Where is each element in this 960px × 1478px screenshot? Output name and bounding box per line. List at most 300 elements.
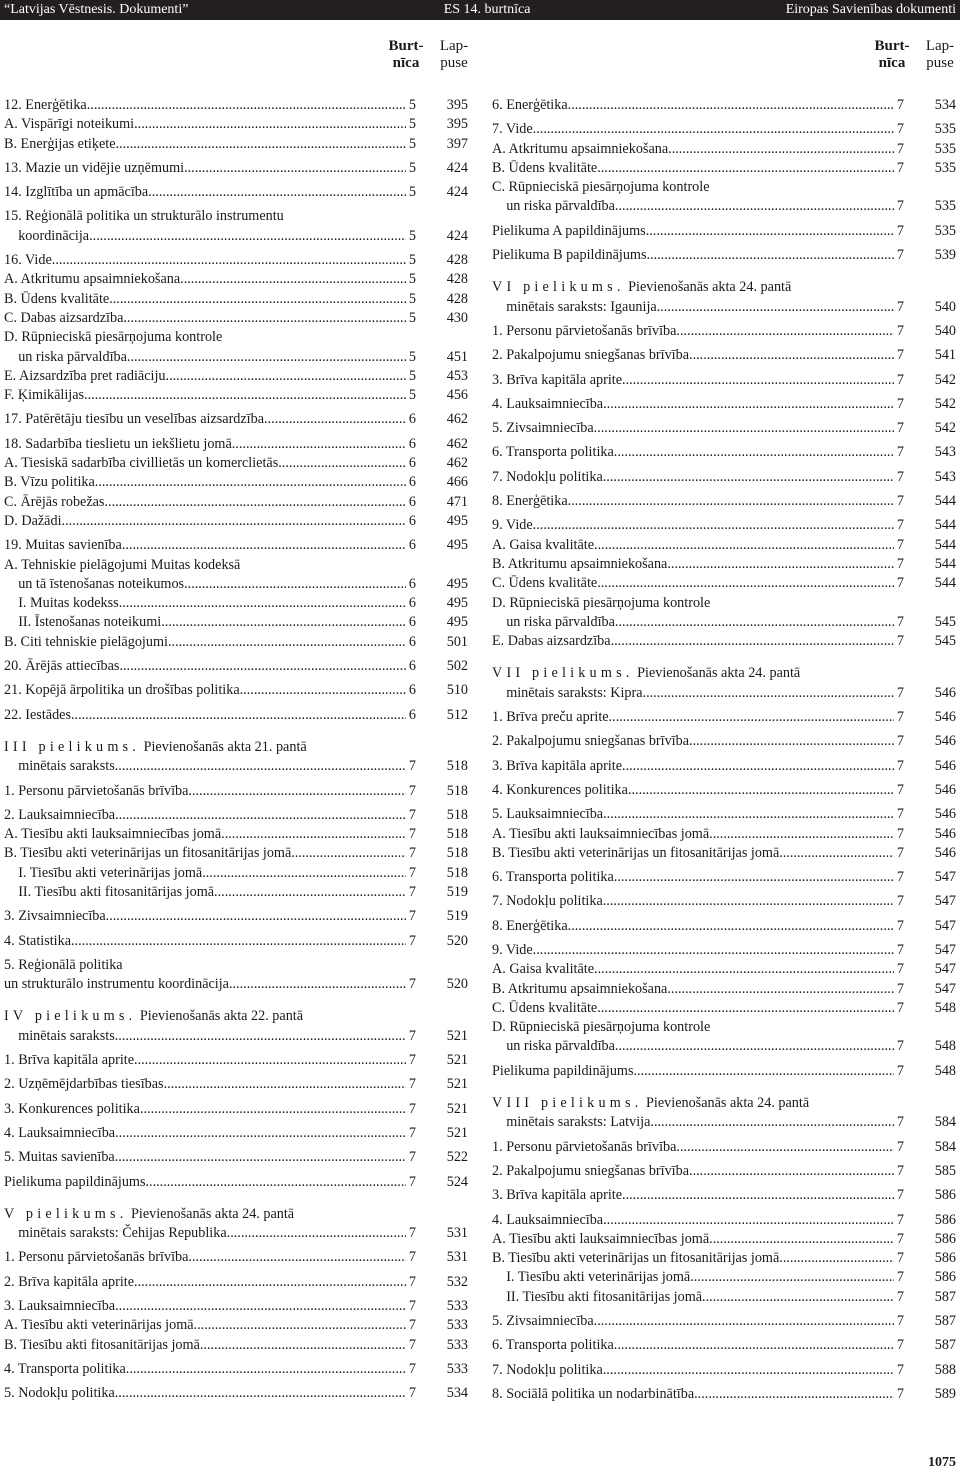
toc-entry — [492, 732, 960, 751]
toc-entry-page: 584 — [934, 1114, 956, 1131]
toc-entry-page: 544 — [934, 517, 956, 534]
toc-entry-page: 453 — [446, 367, 468, 384]
dot-leader — [227, 1224, 406, 1243]
toc-entry-burtnica: 7 — [896, 222, 904, 239]
toc-entry-label — [4, 536, 406, 555]
dot-leader — [87, 96, 406, 115]
toc-entry-title: un tā īstenošanas noteikumos — [4, 575, 185, 592]
toc-entry — [4, 96, 472, 115]
dot-leader — [614, 443, 894, 462]
toc-entry-burtnica: 5 — [408, 271, 416, 288]
toc-entry-page: 586 — [934, 1211, 956, 1228]
toc-entry-page: 495 — [446, 614, 468, 631]
toc-entry-label — [492, 732, 894, 751]
toc-entry-label — [492, 980, 894, 999]
toc-entry-label — [4, 782, 406, 801]
toc-entry-label — [492, 1336, 894, 1355]
toc-entry-label — [4, 956, 406, 975]
dot-leader — [291, 844, 406, 863]
toc-entry-title: VII pielikums. — [492, 665, 634, 682]
dot-leader — [603, 395, 894, 414]
toc-entry-label — [4, 290, 406, 309]
dot-leader — [597, 999, 894, 1018]
dot-leader — [657, 298, 894, 317]
toc-entry-label — [4, 907, 406, 926]
toc-entry-title-rest: Pievienošanās akta 24. pantā — [633, 665, 801, 682]
toc-entry — [4, 956, 472, 975]
toc-entry — [492, 1211, 960, 1230]
toc-entry-title: un riska pārvaldība — [492, 1038, 615, 1055]
dot-leader — [184, 575, 406, 594]
toc-entry-page: 462 — [446, 411, 468, 428]
toc-entry-label — [492, 492, 894, 511]
toc-entry-title: A. Vispārīgi noteikumi — [4, 116, 135, 133]
toc-entry-burtnica: 7 — [896, 869, 904, 886]
dot-leader — [95, 473, 406, 492]
dot-leader — [628, 781, 894, 800]
toc-entry-label — [492, 1186, 894, 1205]
dot-leader — [232, 435, 406, 454]
toc-entry — [492, 825, 960, 844]
toc-entry-title: B. Tiesību akti fitosanitārijas jomā — [4, 1336, 200, 1353]
toc-entry — [4, 135, 472, 154]
toc-entry-title: A. Gaisa kvalitāte — [492, 961, 595, 978]
toc-entry-page: 540 — [934, 298, 956, 315]
toc-entry-title: 18. Sadarbība tieslietu un iekšlietu jomā — [4, 435, 232, 452]
toc-entry-page: 547 — [934, 961, 956, 978]
toc-entry-label — [492, 1211, 894, 1230]
toc-entry-burtnica: 7 — [408, 1027, 416, 1044]
toc-entry-label — [4, 512, 406, 531]
dot-leader — [689, 732, 894, 751]
toc-entry-label — [492, 443, 894, 462]
toc-entry-burtnica: 7 — [408, 1249, 416, 1266]
toc-entry-page: 546 — [934, 825, 956, 842]
toc-entry-page: 548 — [934, 1062, 956, 1079]
dot-leader — [126, 1360, 406, 1379]
toc-entry-page: 546 — [934, 806, 956, 823]
toc-entry — [4, 633, 472, 652]
dot-leader — [533, 941, 894, 960]
toc-entry-page: 544 — [934, 555, 956, 572]
toc-entry — [492, 917, 960, 936]
toc-entry-title: I. Muitas kodekss — [4, 595, 119, 612]
dot-leader — [650, 1113, 894, 1132]
toc-entry-label — [492, 1138, 894, 1157]
toc-entry-title: 2. Pakalpojumu sniegšanas brīvība — [492, 733, 690, 750]
toc-entry-title: koordinācija — [4, 227, 90, 244]
toc-entry-title: 15. Reģionālā politika un strukturālo instrumentu — [4, 208, 284, 225]
toc-entry-title: 4. Konkurences politika — [492, 781, 628, 798]
toc-entry-title: 3. Lauksaimniecība — [4, 1298, 116, 1315]
toc-entry-burtnica: 6 — [408, 474, 416, 491]
toc-entry — [4, 1027, 472, 1046]
dot-leader — [264, 410, 406, 429]
toc-entry — [492, 708, 960, 727]
toc-entry-page: 547 — [934, 869, 956, 886]
toc-entry-label — [492, 844, 894, 863]
toc-entry-burtnica: 7 — [896, 941, 904, 958]
burtnica-header-right — [872, 38, 912, 72]
toc-entry-title: A. Tehniskie pielāgojumi Muitas kodeksā — [4, 556, 241, 573]
toc-entry — [492, 781, 960, 800]
toc-entry-burtnica: 7 — [896, 893, 904, 910]
toc-entry-label — [492, 96, 894, 115]
toc-entry-title: minētais saraksts — [4, 1027, 115, 1044]
toc-entry-title: 7. Vide — [492, 121, 533, 138]
lapuse-label-a: Lap- — [439, 38, 469, 54]
toc-entry-burtnica: 7 — [896, 1162, 904, 1179]
toc-entry-page: 589 — [934, 1385, 956, 1402]
toc-entry-title: 4. Lauksaimniecība — [4, 1124, 116, 1141]
toc-entry-title: B. Vīzu politika — [4, 474, 95, 491]
toc-entry-page: 534 — [934, 97, 956, 113]
toc-entry-title: B. Enerģijas etiķete — [4, 135, 116, 152]
toc-entry-title: 20. Ārējās attiecības — [4, 658, 120, 675]
dot-leader — [667, 980, 894, 999]
toc-entry — [492, 1361, 960, 1380]
toc-entry-burtnica: 5 — [408, 367, 416, 384]
toc-entry-label — [492, 516, 894, 535]
toc-entry — [4, 1360, 472, 1379]
toc-entry — [4, 556, 472, 575]
toc-entry — [4, 386, 472, 405]
toc-entry — [4, 1100, 472, 1119]
toc-entry-label — [492, 371, 894, 390]
toc-entry-label — [492, 419, 894, 438]
dot-leader — [615, 1037, 894, 1056]
toc-entry-page: 588 — [934, 1361, 956, 1378]
toc-entry-title: 7. Nodokļu politika — [492, 1361, 603, 1378]
toc-entry-burtnica: 7 — [896, 298, 904, 315]
toc-entry — [492, 1062, 960, 1081]
toc-entry-burtnica: 7 — [896, 1211, 904, 1228]
toc-entry-label — [4, 183, 406, 202]
dot-leader — [609, 708, 894, 727]
toc-entry-burtnica: 7 — [896, 781, 904, 798]
toc-entry-title: E. Aizsardzība pret radiāciju — [4, 367, 166, 384]
dot-leader — [611, 632, 894, 651]
toc-entry — [492, 892, 960, 911]
toc-entry-page: 520 — [446, 932, 468, 949]
toc-entry-label — [492, 805, 894, 824]
toc-entry-label — [492, 999, 894, 1018]
toc-entry-page: 518 — [446, 845, 468, 862]
toc-entry-burtnica: 6 — [408, 614, 416, 631]
toc-entry-label — [4, 96, 406, 115]
toc-entry-page: 586 — [934, 1269, 956, 1286]
toc-entry-burtnica: 7 — [896, 575, 904, 592]
toc-entry — [4, 367, 472, 386]
dot-leader — [122, 536, 406, 555]
dot-leader — [62, 512, 406, 531]
toc-entry-label — [4, 556, 406, 575]
toc-entry-label — [4, 386, 406, 405]
toc-entry — [492, 1288, 960, 1307]
toc-entry-burtnica: 5 — [408, 348, 416, 365]
toc-entry-burtnica: 5 — [408, 309, 416, 326]
toc-entry-label — [492, 468, 894, 487]
toc-entry-page: 535 — [934, 198, 956, 215]
toc-entry-page: 518 — [446, 826, 468, 843]
dot-leader — [646, 246, 894, 265]
toc-entry-title: 9. Vide — [492, 941, 533, 958]
dot-leader — [115, 1148, 406, 1167]
toc-entry-page: 451 — [446, 348, 468, 365]
dot-leader — [240, 681, 406, 700]
toc-entry — [492, 844, 960, 863]
toc-entry-label — [4, 348, 406, 367]
toc-entry-title: minētais saraksts: Igaunija — [492, 298, 657, 315]
dot-leader — [689, 346, 894, 365]
toc-entry-title: 22. Iestādes — [4, 706, 71, 723]
toc-entry-title: 3. Brīva kapitāla aprite — [492, 371, 623, 388]
toc-entry — [4, 348, 472, 367]
toc-entry-label — [4, 1205, 406, 1224]
burtnica-label-b: nīca — [392, 55, 420, 71]
toc-entry-label — [4, 1027, 406, 1046]
toc-entry-title: 4. Transporta politika — [4, 1360, 126, 1377]
toc-entry-title: 4. Lauksaimniecība — [492, 1211, 604, 1228]
toc-entry-page: 587 — [934, 1313, 956, 1330]
toc-entry-burtnica: 7 — [408, 1317, 416, 1334]
toc-entry-page: 510 — [446, 682, 468, 699]
toc-entry-label — [4, 435, 406, 454]
toc-entry — [492, 140, 960, 159]
toc-entry-page: 395 — [446, 116, 468, 133]
toc-entry-burtnica: 7 — [896, 444, 904, 461]
toc-entry-burtnica: 7 — [896, 468, 904, 485]
toc-entry-label — [4, 159, 406, 178]
toc-entry — [492, 999, 960, 1018]
toc-entry-page: 535 — [934, 222, 956, 239]
toc-entry-title: E. Dabas aizsardzība — [492, 633, 611, 650]
toc-entry-page: 518 — [446, 806, 468, 823]
lapuse-header-left — [434, 38, 474, 72]
toc-entry-label — [4, 1248, 406, 1267]
toc-entry-page: 501 — [446, 633, 468, 650]
toc-entry-page: 544 — [934, 575, 956, 592]
dot-leader — [622, 1186, 894, 1205]
toc-entry-label — [492, 346, 894, 365]
toc-entry-label — [4, 1124, 406, 1143]
toc-entry-title: minētais saraksts: Čehijas Republika — [4, 1225, 227, 1242]
toc-entry-burtnica: 7 — [896, 140, 904, 157]
toc-entry-burtnica: 7 — [896, 961, 904, 978]
toc-entry-page: 543 — [934, 444, 956, 461]
toc-entry — [4, 512, 472, 531]
toc-entry — [4, 115, 472, 134]
toc-entry-label — [492, 1230, 894, 1249]
toc-entry — [492, 555, 960, 574]
toc-entry-page: 471 — [446, 493, 468, 510]
toc-entry-page: 547 — [934, 980, 956, 997]
toc-entry — [4, 410, 472, 429]
toc-entry-title: C. Rūpnieciskā piesārņojuma kontrole — [492, 179, 710, 196]
dot-leader — [134, 115, 406, 134]
toc-entry-label — [492, 1113, 894, 1132]
toc-entry-page: 546 — [934, 684, 956, 701]
toc-entry — [4, 1248, 472, 1267]
toc-entry-burtnica: 7 — [896, 1038, 904, 1055]
toc-entry-burtnica: 7 — [896, 806, 904, 823]
toc-entry-title: A. Tiesību akti lauksaimniecības jomā — [492, 825, 710, 842]
toc-entry-burtnica: 7 — [896, 980, 904, 997]
toc-entry-title-rest: Pievienošanās akta 21. pantā — [140, 738, 307, 755]
toc-entry — [492, 536, 960, 555]
toc-entry-burtnica: 7 — [408, 1076, 416, 1093]
toc-entry — [492, 1162, 960, 1181]
toc-entry-page: 522 — [446, 1149, 468, 1166]
dot-leader — [123, 309, 406, 328]
toc-entry-burtnica: 7 — [896, 999, 904, 1016]
header-publication: “Latvijas Vēstnesis. Dokumenti” — [4, 2, 189, 17]
page-number: 1075 — [928, 1455, 956, 1470]
toc-entry-label — [4, 493, 406, 512]
toc-entry — [4, 594, 472, 613]
toc-entry-burtnica: 7 — [896, 121, 904, 138]
toc-entry — [4, 435, 472, 454]
toc-entry-label — [492, 868, 894, 887]
toc-entry — [4, 1124, 472, 1143]
toc-entry-label — [492, 917, 894, 936]
toc-entry-page: 535 — [934, 140, 956, 157]
dot-leader — [594, 419, 894, 438]
toc-entry-burtnica: 7 — [896, 1138, 904, 1155]
toc-entry-page: 540 — [934, 322, 956, 339]
toc-entry-burtnica: 5 — [408, 159, 416, 176]
toc-entry-title: B. Atkritumu apsaimniekošana — [492, 980, 668, 997]
toc-entry-title: Pielikuma A papildinājums — [492, 222, 646, 239]
dot-leader — [166, 367, 406, 386]
dot-leader — [106, 907, 406, 926]
toc-entry — [492, 632, 960, 651]
dot-leader — [594, 1312, 894, 1331]
toc-entry-burtnica: 7 — [896, 825, 904, 842]
toc-entry-burtnica: 5 — [408, 387, 416, 404]
toc-entry-label — [492, 892, 894, 911]
toc-entry-page: 397 — [446, 135, 468, 152]
toc-entry-label — [492, 613, 894, 632]
toc-entry-burtnica: 7 — [896, 1269, 904, 1286]
dot-leader — [115, 1384, 406, 1403]
toc-entry-page: 519 — [446, 883, 468, 900]
toc-entry-page: 521 — [446, 1100, 468, 1117]
toc-entry-title: A. Gaisa kvalitāte — [492, 536, 595, 553]
toc-entry-title: Pielikuma papildinājums — [4, 1173, 146, 1190]
toc-entry-label — [492, 632, 894, 651]
toc-entry — [4, 1336, 472, 1355]
toc-entry-burtnica: 7 — [896, 1187, 904, 1204]
dot-leader — [145, 1173, 406, 1192]
toc-entry — [492, 1113, 960, 1132]
toc-entry-label — [4, 806, 406, 825]
toc-entry — [492, 1018, 960, 1037]
toc-entry — [4, 864, 472, 883]
dot-leader — [134, 1273, 406, 1292]
toc-entry-label — [492, 178, 894, 197]
toc-entry-page: 495 — [446, 575, 468, 592]
toc-entry-page: 542 — [934, 395, 956, 412]
toc-entry-label — [4, 657, 406, 676]
toc-entry-burtnica: 6 — [408, 658, 416, 675]
toc-entry-burtnica: 6 — [408, 633, 416, 650]
toc-entry-burtnica: 7 — [896, 159, 904, 176]
toc-entry-page: 548 — [934, 1038, 956, 1055]
toc-entry-label — [492, 574, 894, 593]
toc-entry-page: 519 — [446, 908, 468, 925]
dot-leader — [115, 757, 406, 776]
toc-entry-label — [4, 227, 406, 246]
toc-entry — [4, 1316, 472, 1335]
toc-entry-label — [492, 197, 894, 216]
toc-entry-label — [492, 1288, 894, 1307]
toc-entry — [4, 227, 472, 246]
toc-entry — [492, 197, 960, 216]
toc-entry-page: 547 — [934, 941, 956, 958]
toc-entry-title: Pielikuma B papildinājums — [492, 247, 647, 264]
toc-entry-page: 428 — [446, 252, 468, 269]
toc-entry-title: C. Ūdens kvalitāte — [492, 575, 598, 592]
toc-entry-burtnica: 7 — [896, 1361, 904, 1378]
toc-entry-burtnica: 7 — [896, 493, 904, 510]
toc-entry — [4, 183, 472, 202]
toc-entry — [4, 207, 472, 226]
toc-entry-page: 533 — [446, 1336, 468, 1353]
toc-entry-title: I. Tiesību akti veterinārijas jomā — [492, 1269, 691, 1286]
toc-entry-page: 535 — [934, 159, 956, 176]
toc-entry-title: II. Īstenošanas noteikumi — [4, 614, 162, 631]
toc-entry-burtnica: 7 — [408, 758, 416, 775]
lapuse-label-b: puse — [926, 55, 954, 71]
toc-entry — [4, 883, 472, 902]
toc-entry — [4, 613, 472, 632]
dot-leader — [597, 159, 894, 178]
toc-entry-label — [4, 1148, 406, 1167]
toc-entry-label — [4, 1316, 406, 1335]
toc-entry — [492, 1138, 960, 1157]
toc-entry-label — [4, 454, 406, 473]
toc-entry — [492, 395, 960, 414]
toc-entry — [492, 941, 960, 960]
toc-entry — [4, 159, 472, 178]
toc-entry-title: B. Ūdens kvalitāte — [4, 290, 110, 307]
toc-entry-burtnica: 6 — [408, 537, 416, 554]
dot-leader — [603, 805, 894, 824]
toc-entry-title: D. Rūpnieciskā piesārņojuma kontrole — [492, 1019, 711, 1036]
toc-entry — [492, 492, 960, 511]
toc-entry-burtnica: 7 — [408, 976, 416, 993]
toc-entry-title: 3. Brīva kapitāla aprite — [492, 757, 623, 774]
dot-leader — [168, 633, 406, 652]
toc-entry-burtnica: 6 — [408, 682, 416, 699]
toc-entry — [4, 681, 472, 700]
toc-entry-label — [492, 664, 894, 683]
toc-entry-title: 12. Enerģētika — [4, 97, 87, 113]
column-headers — [0, 38, 960, 74]
toc-entry-title: C. Ūdens kvalitāte — [492, 999, 598, 1016]
toc-entry-label — [492, 278, 894, 297]
toc-entry-title: 1. Brīva preču aprite — [492, 709, 609, 726]
dot-leader — [694, 1385, 894, 1404]
toc-entry-title: 8. Sociālā politika un nodarbinātība — [492, 1385, 695, 1402]
toc-entry-label — [4, 1051, 406, 1070]
toc-entry-title: Pielikuma papildinājums — [492, 1062, 634, 1079]
toc-entry-label — [4, 115, 406, 134]
toc-entry-title: A. Tiesību akti lauksaimniecības jomā — [492, 1230, 710, 1247]
toc-entry-title: 1. Personu pārvietošanās brīvība — [4, 1249, 189, 1266]
toc-entry-title: 14. Izglītība un apmācība — [4, 184, 149, 201]
